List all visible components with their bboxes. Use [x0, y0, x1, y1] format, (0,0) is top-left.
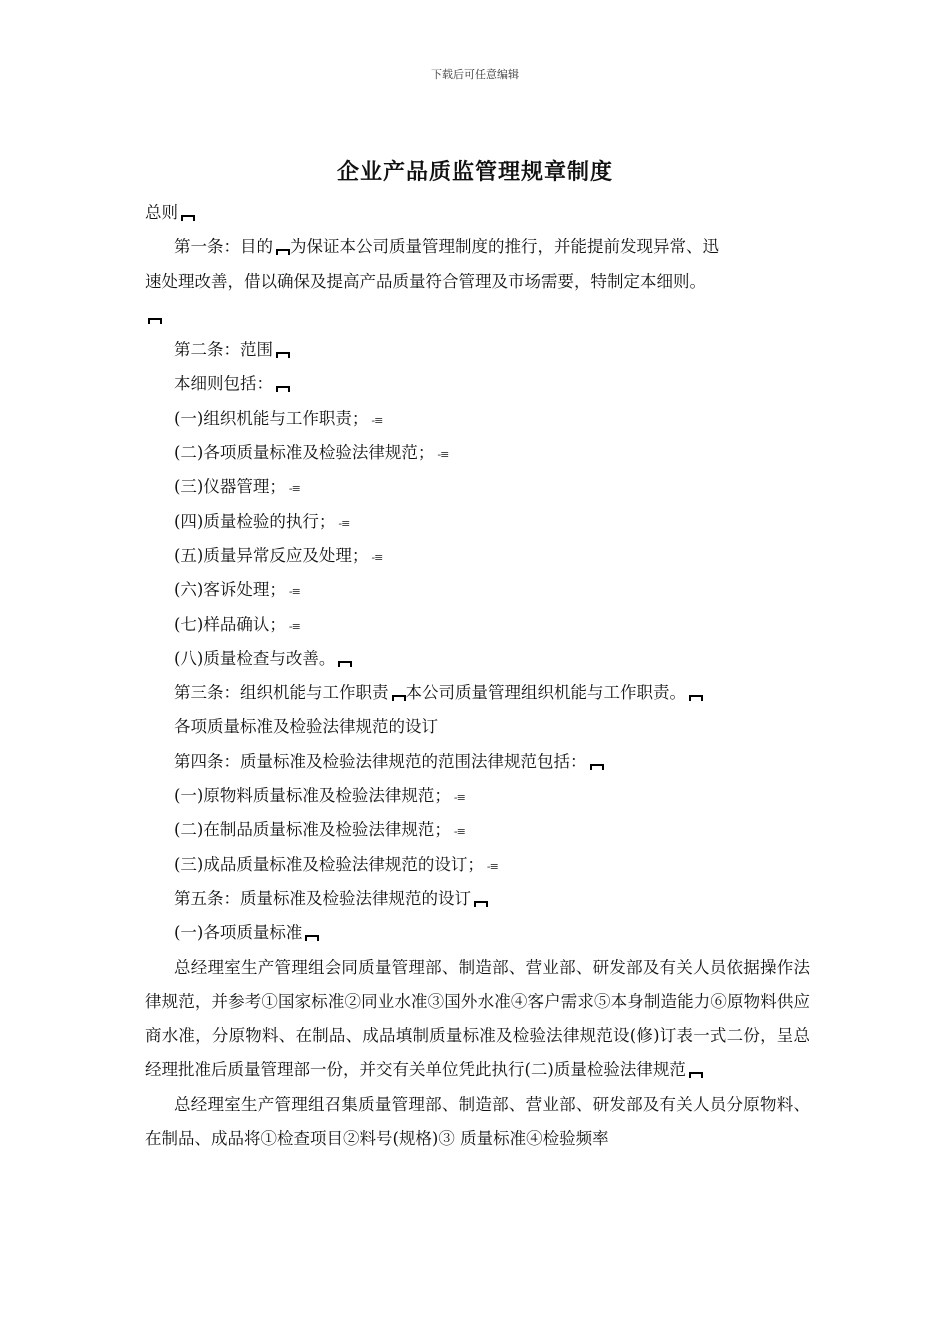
paragraph-mark-icon — [392, 695, 406, 701]
paragraph-mark-icon — [148, 318, 162, 324]
line-text: 本细则包括： — [174, 374, 273, 394]
line-text: 第二条：范围 — [174, 340, 273, 360]
document-title: 企业产品质监管理规章制度 — [336, 159, 613, 185]
tab-mark-icon: -≡ — [371, 550, 383, 564]
line-text: (六)客诉处理； — [174, 580, 286, 600]
line-text: (二)在制品质量标准及检验法律规范； — [174, 820, 451, 840]
line-text: 第四条：质量标准及检验法律规范的范围法律规范包括： — [174, 751, 587, 771]
paragraph-mark-icon — [276, 386, 290, 392]
line-text: 第五条：质量标准及检验法律规范的设订 — [174, 888, 471, 908]
line-text: (五)质量异常反应及处理； — [174, 545, 369, 565]
text-line — [145, 402, 810, 436]
text-line — [145, 745, 810, 779]
text-line — [145, 505, 810, 539]
line-text-continued: 为保证本公司质量管理制度的推行，并能提前发现异常、迅 — [290, 237, 719, 257]
tab-mark-icon: -≡ — [453, 791, 465, 805]
text-line — [145, 676, 810, 710]
text-line — [145, 882, 810, 916]
text-line — [145, 299, 810, 333]
paragraph-mark-icon — [474, 901, 488, 907]
line-text-continued: 本公司质量管理组织机能与工作职责。 — [405, 683, 686, 703]
text-line — [145, 608, 810, 642]
line-text: (三)成品质量标准及检验法律规范的设订； — [174, 854, 484, 874]
paragraph-mark-icon — [689, 695, 703, 701]
text-line — [145, 710, 810, 744]
tab-mark-icon: -≡ — [288, 482, 300, 496]
tab-mark-icon: -≡ — [437, 448, 449, 462]
tab-mark-icon: -≡ — [288, 619, 300, 633]
line-text: (一)组织机能与工作职责； — [174, 408, 369, 428]
tab-mark-icon: -≡ — [338, 516, 350, 530]
paragraph-standards — [145, 951, 810, 1088]
line-text: 速处理改善，借以确保及提高产品质量符合管理及市场需要，特制定本细则。 — [145, 271, 706, 291]
paragraph-mark-icon — [276, 352, 290, 358]
paragraph-mark-icon — [689, 1072, 703, 1078]
paragraph-text: 总经理室生产管理组会同质量管理部、制造部、营业部、研发部及有关人员依据操作法律规范，并参考①国家标准②同业水准③国外水准④客户需求⑤本身制造能力⑥原物料供应商水准，分原物料、在制品、成品填制质量标准及检验法律规范设(修)订表一式二份，呈总经理批准后质量管理部一份，并交有关单位凭此执行(二)质量检验法律规范 — [145, 957, 810, 1080]
tab-mark-icon: -≡ — [371, 413, 383, 427]
text-line — [145, 848, 810, 882]
document-body — [145, 196, 810, 1156]
line-text: 各项质量标准及检验法律规范的设订 — [174, 717, 438, 737]
paragraph-mark-icon — [590, 764, 604, 770]
line-list — [145, 196, 810, 951]
text-line — [145, 265, 810, 299]
paragraph-mark-icon — [276, 249, 290, 255]
text-line — [145, 436, 810, 470]
text-line — [145, 367, 810, 401]
line-text: (一)原物料质量标准及检验法律规范； — [174, 786, 451, 806]
text-line — [145, 916, 810, 950]
tab-mark-icon: -≡ — [453, 825, 465, 839]
text-line — [145, 779, 810, 813]
line-text: (一)各项质量标准 — [174, 923, 303, 943]
page-header: 下载后可任意编辑 — [431, 68, 519, 81]
line-text: (七)样品确认； — [174, 614, 286, 634]
paragraph-text: 总经理室生产管理组召集质量管理部、制造部、营业部、研发部及有关人员分原物料、在制品、成品将①检查项目②料号(规格)③ 质量标准④检验频率 — [145, 1094, 810, 1149]
line-text: (三)仪器管理； — [174, 477, 286, 497]
tab-mark-icon: -≡ — [486, 859, 498, 873]
text-line — [145, 230, 810, 264]
line-text: (二)各项质量标准及检验法律规范； — [174, 443, 435, 463]
text-line — [145, 470, 810, 504]
paragraph-mark-icon — [305, 935, 319, 941]
text-line — [145, 539, 810, 573]
text-line — [145, 573, 810, 607]
line-text: 第三条：组织机能与工作职责 — [174, 683, 389, 703]
text-line — [145, 333, 810, 367]
paragraph-inspection — [145, 1088, 810, 1157]
line-text: (四)质量检验的执行； — [174, 511, 336, 531]
text-line — [145, 196, 810, 230]
line-text: 第一条：目的 — [174, 237, 273, 257]
line-text: (八)质量检查与改善。 — [174, 648, 336, 668]
tab-mark-icon: -≡ — [288, 585, 300, 599]
text-line — [145, 813, 810, 847]
line-text: 总则 — [145, 203, 178, 222]
paragraph-mark-icon — [338, 661, 352, 667]
text-line — [145, 642, 810, 676]
paragraph-mark-icon — [181, 215, 195, 221]
